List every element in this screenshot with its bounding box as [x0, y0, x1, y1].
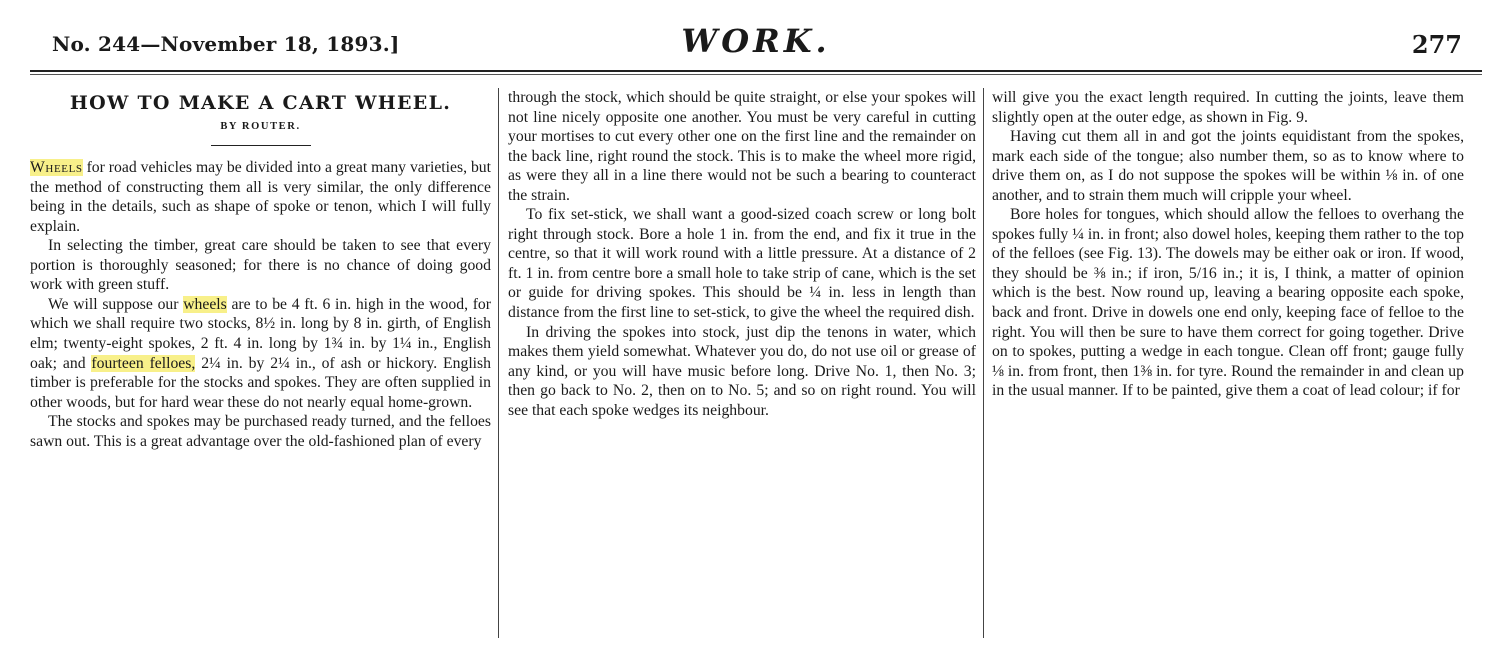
paragraph: through the stock, which should be quite straight, or else your spokes will not line nicely opposite one another. You must be very careful in cutting your mortises to cut every other one on the first line and the remainder on the back line, right round the stock. This is to make the wheel more rigid, as were they all in a line there would not be such a bearing to counteract the strain.: [508, 89, 976, 204]
paragraph: In selecting the timber, great care should be taken to see that every portion is thoroughly seasoned; for there is no chance of doing good work with green stuff.: [30, 237, 491, 294]
paragraph: Having cut them all in and got the joints equidistant from the spokes, mark each side of the tongue; also number them, so as to know where to drive them on, as I do not suppose the spokes will be within ⅛ in. of one another, and to strain them much will cripple your wheel.: [992, 128, 1464, 204]
paragraph: Wheels for road vehicles may be divided into a great many varieties, but the method of constructing them all is very similar, the only difference being in the details, such as shape of spoke or tenon, which I will fully explain.: [30, 159, 491, 235]
column-2: [508, 88, 976, 644]
article-columns: [30, 88, 1470, 644]
page-number: 277: [1411, 30, 1462, 59]
issue-date: No. 244—November 18, 1893.]: [52, 32, 400, 56]
paragraph: To fix set-stick, we shall want a good-sized coach screw or long bolt right through stock. Bore a hole 1 in. from the end, and fix it true in the centre, so that it will work round with a little pressure. At a distance of 2 ft. 1 in. from centre bore a small hole to take strip of cane, which is the set or guide for driving spokes. This should be ¼ in. less in length than distance from the first line to set-stick, to give the wheel the required dish.: [508, 206, 976, 322]
article-title: HOW TO MAKE A CART WHEEL.: [69, 92, 452, 114]
column-1: [30, 88, 491, 644]
article-byline: BY ROUTER.: [220, 120, 301, 132]
paragraph: will give you the exact length required. In cutting the joints, leave them slightly open at the outer edge, as shown in Fig. 9.: [992, 89, 1464, 126]
paragraph: In driving the spokes into stock, just dip the tenons in water, which makes them yield somewhat. Whatever you do, do not use oil or grease of any kind, or you will have music before long. Drive No. 1, then No. 3; then go back to No. 2, then on to No. 5; and so on right round. You will see that each spoke wedges its neighbour.: [508, 323, 976, 419]
title-ornament: [30, 138, 491, 152]
column-3: [992, 88, 1464, 644]
highlighted-word: wheels: [183, 295, 227, 313]
column-divider: [983, 88, 984, 638]
highlighted-phrase: fourteen felloes,: [91, 354, 196, 372]
journal-title: WORK.: [681, 22, 831, 60]
header-rule: [30, 70, 1482, 75]
paragraph: We will suppose our wheels are to be 4 ft. 6 in. high in the wood, for which we shall require two stocks, 8½ in. long by 8 in. girth, of English elm; twenty-eight spokes, 2 ft. 4 in. long by 1¾ in. by 1¼ in., English oak; and fourteen felloes, 2¼ in. by 2¼ in., of ash or hickory. English timber is preferable for the stocks and spokes. They are often supplied in other woods, but for hard wear these do not nearly equal home-grown.: [30, 295, 491, 411]
highlighted-dropword: Wheels: [30, 159, 83, 177]
paragraph: Bore holes for tongues, which should allow the felloes to overhang the spokes fully ¼ in. in front; also dowel holes, keeping them rather to the top of the felloes (see Fig. 13). The dowels may be either oak or iron. If wood, they should be ⅜ in.; if iron, 5/16 in.; it is, I think, a matter of opinion which is the best. Now round up, leaving a bearing opposite each spoke, back and front. Drive in dowels one end only, keeping face of felloe to the right. You will then be sure to have them correct for going together. Drive on to spokes, putting a wedge in each tongue. Clean off front; gauge fully ⅛ in. from front, then 1⅜ in. for tyre. Round the remainder in and clean up in the usual manner. If to be painted, give them a coat of lead colour; if for: [992, 206, 1464, 400]
column-divider: [498, 88, 499, 638]
masthead: [30, 14, 1482, 70]
paragraph: The stocks and spokes may be purchased ready turned, and the felloes sawn out. This is a great advantage over the old-fashioned plan of every: [30, 413, 491, 450]
